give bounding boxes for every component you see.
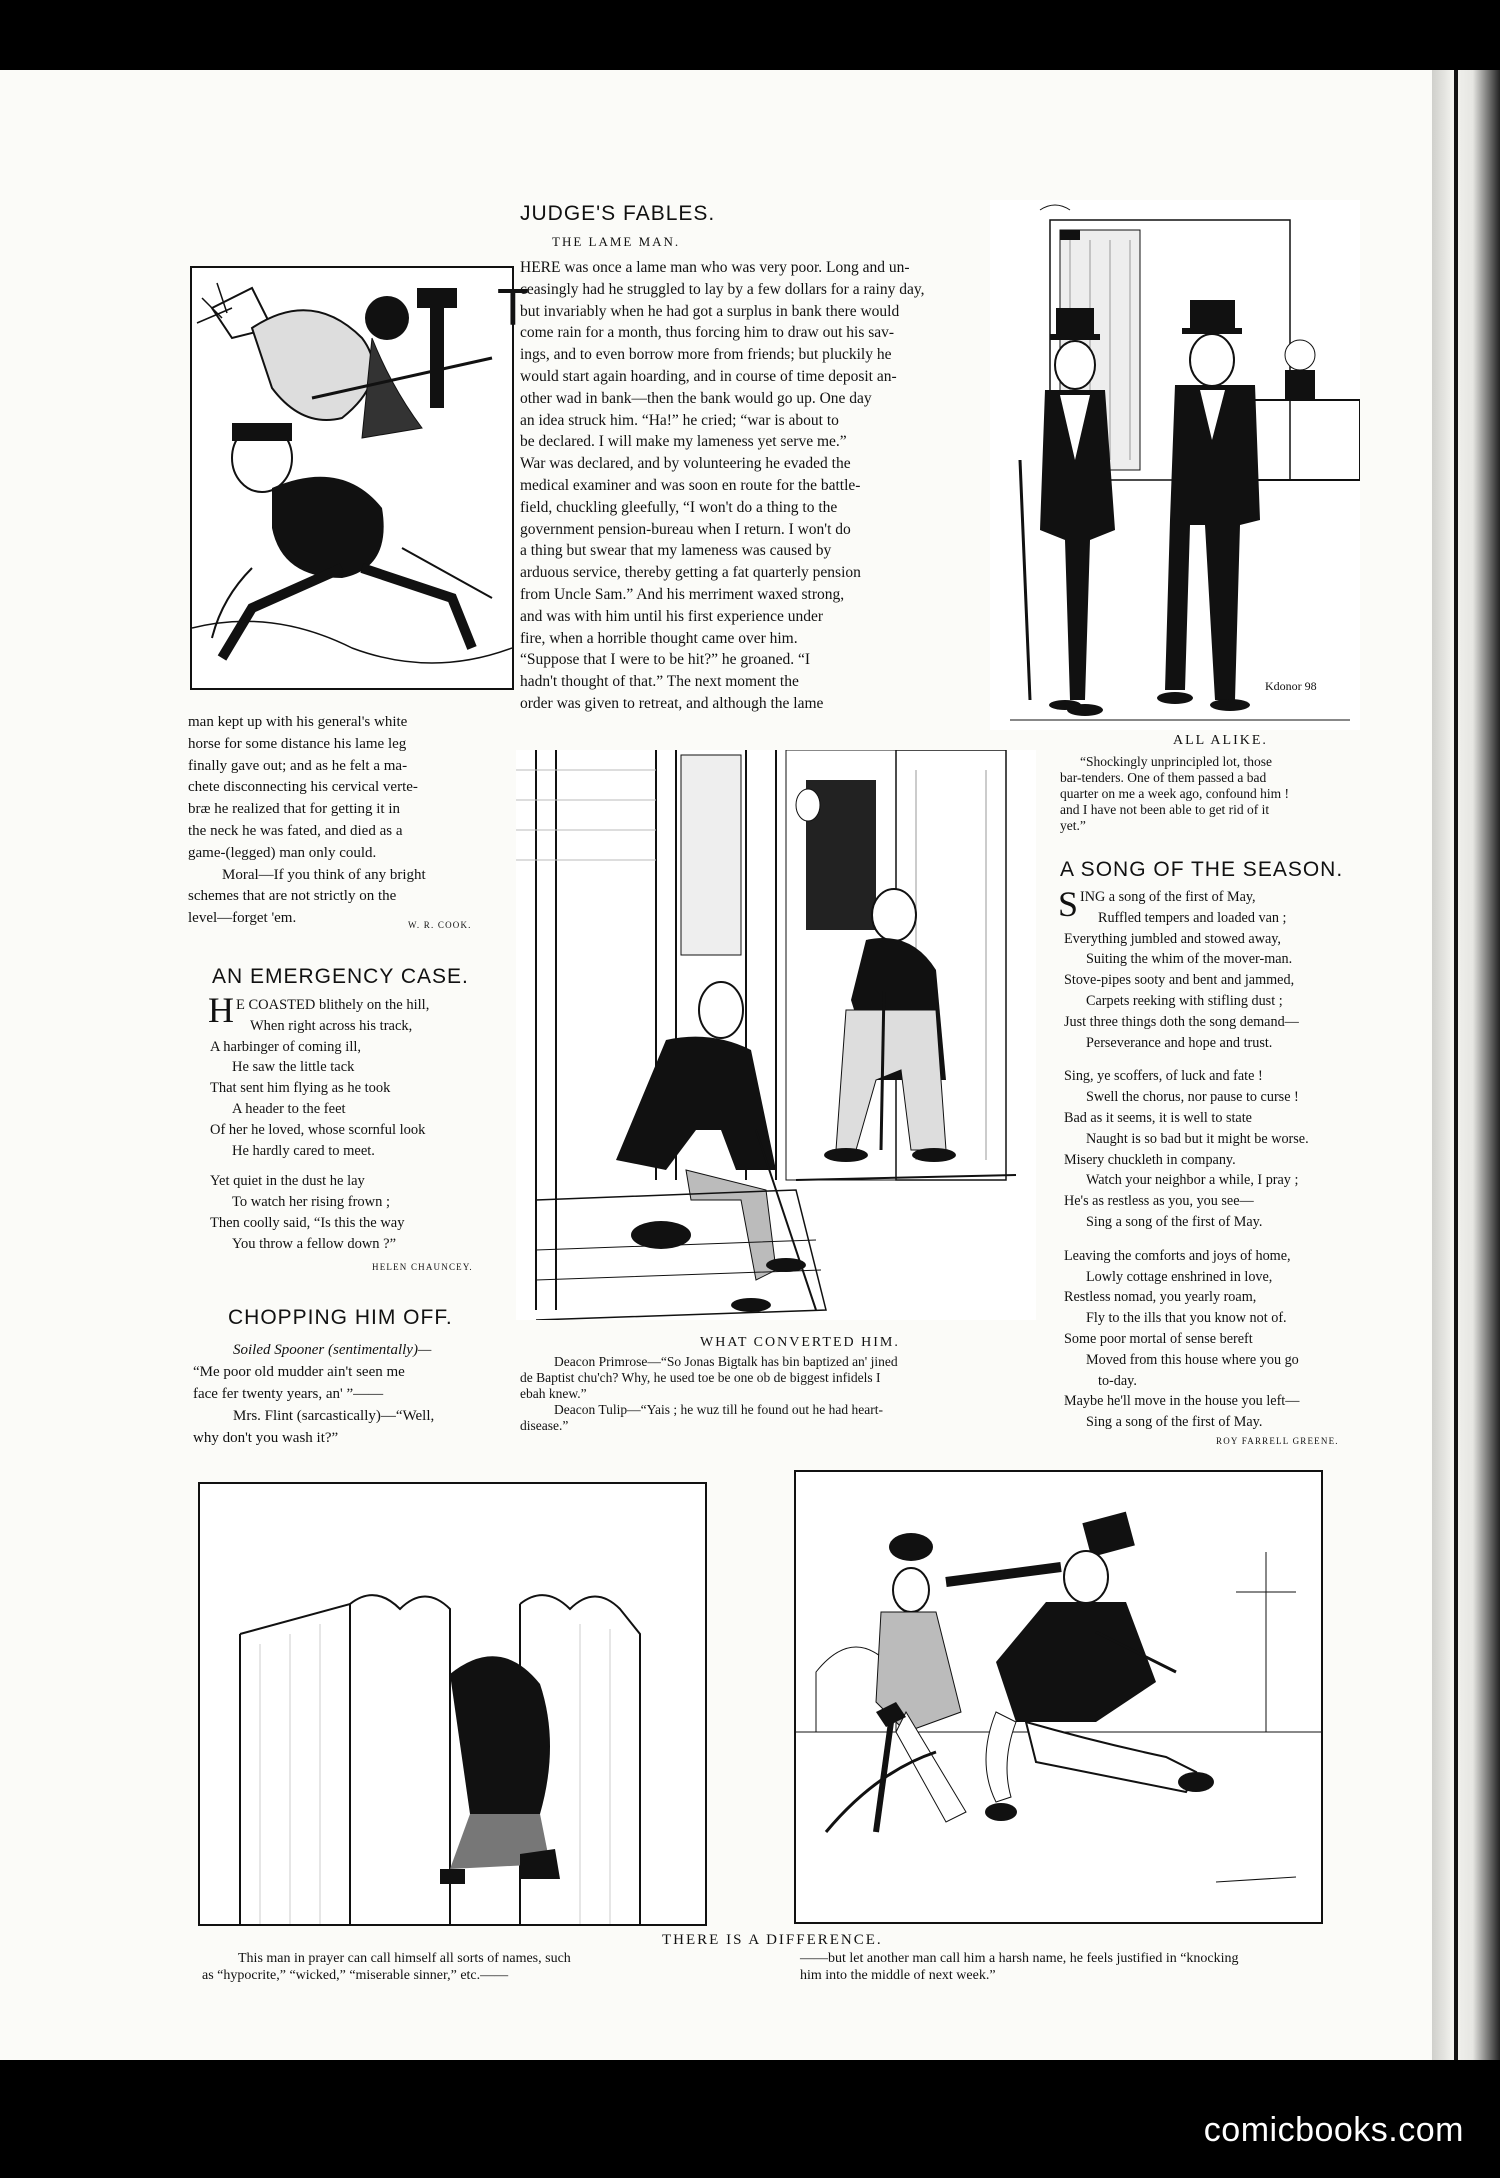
chopping-title: CHOPPING HIM OFF. <box>228 1306 453 1329</box>
fables-cont-line: level—forget 'em. <box>188 910 297 927</box>
fables-line: order was given to retreat, and although the lame <box>520 694 824 712</box>
difference-right-line: him into the middle of next week.” <box>800 1968 996 1983</box>
fables-line: an idea struck him. “Ha!” he cried; “war is about to <box>520 411 839 429</box>
fables-cont-line: bræ he realized that for getting it in <box>188 801 401 818</box>
song-line: Restless nomad, you yearly roam, <box>1064 1289 1257 1306</box>
fables-cont-line: the neck he was fated, and died as a <box>188 822 403 839</box>
fables-line: government pension-bureau when I return. I won't do <box>520 520 851 538</box>
difference-right-text <box>800 1950 1360 1984</box>
emergency-author: HELEN CHAUNCEY. <box>372 1262 473 1272</box>
emergency-line: A harbinger of coming ill, <box>210 1038 362 1055</box>
difference-right-line: ——but let another man call him a harsh name, he feels justified in “knocking <box>800 1951 1239 1966</box>
emergency-line: A header to the feet <box>232 1100 346 1117</box>
song-line: Misery chuckleth in company. <box>1064 1151 1236 1168</box>
fables-line: HERE was once a lame man who was very poor. Long and un- <box>520 259 910 276</box>
chopping-line: “Me poor old mudder ain't seen me <box>193 1364 405 1380</box>
fables-line: field, chuckling gleefully, “I won't do a thing to the <box>520 498 838 516</box>
lame-man-illustration <box>190 266 514 690</box>
converted-caption: WHAT CONVERTED HIM. <box>700 1335 900 1350</box>
fables-cont-line: schemes that are not strictly on the <box>188 888 397 905</box>
fables-cont-line: chete disconnecting his cervical verte- <box>188 779 418 796</box>
song-line: Ruffled tempers and loaded van ; <box>1098 909 1287 926</box>
knocking-illustration <box>794 1470 1323 1924</box>
song-line: Some poor mortal of sense bereft <box>1064 1330 1253 1347</box>
song-line: Moved from this house where you go <box>1086 1351 1299 1368</box>
emergency-line: You throw a fellow down ?” <box>232 1235 397 1252</box>
watermark-text: comicbooks.com <box>1203 2111 1464 2149</box>
emergency-line: That sent him flying as he took <box>210 1080 391 1097</box>
song-poem <box>1064 887 1384 1433</box>
page-spine <box>1432 70 1500 2060</box>
difference-caption: THERE IS A DIFFERENCE. <box>662 1932 883 1948</box>
song-line: Stove-pipes sooty and bent and jammed, <box>1064 972 1295 989</box>
emergency-poem <box>210 995 500 1255</box>
all-alike-line: quarter on me a week ago, confound him ! <box>1060 786 1290 801</box>
song-line: Sing a song of the first of May. <box>1086 1213 1263 1230</box>
fables-line: fire, when a horrible thought came over him. <box>520 629 798 647</box>
all-alike-signature: Kdonor 98 <box>1265 679 1317 693</box>
chopping-line: face fer twenty years, an' ”—— <box>193 1386 384 1402</box>
difference-left-line: This man in prayer can call himself all sorts of names, such <box>238 1951 571 1966</box>
fables-line: from Uncle Sam.” And his merriment waxed strong, <box>520 585 845 603</box>
all-alike-caption: ALL ALIKE. <box>1173 733 1268 748</box>
difference-left-line: as “hypocrite,” “wicked,” “miserable sinner,” etc.—— <box>202 1968 509 1983</box>
song-line: ING a song of the first of May, <box>1080 889 1256 905</box>
fables-author: W. R. COOK. <box>408 920 472 930</box>
fables-line: other wad in bank—then the bank would go up. One day <box>520 389 872 407</box>
chopping-line: Soiled Spooner (sentimentally)— <box>233 1342 432 1358</box>
song-line: Sing a song of the first of May. <box>1086 1414 1263 1431</box>
song-line: Carpets reeking with stifling dust ; <box>1086 992 1283 1009</box>
fables-line: ceasingly had he struggled to lay by a few dollars for a rainy day, <box>520 280 925 298</box>
difference-left-text <box>202 1950 722 1984</box>
fables-cont-line: finally gave out; and as he felt a ma- <box>188 757 408 774</box>
fables-cont-line: horse for some distance his lame leg <box>188 735 407 752</box>
fables-body <box>520 257 1062 715</box>
song-line: to-day. <box>1098 1372 1137 1389</box>
converted-line: disease.” <box>520 1418 569 1433</box>
converted-line: de Baptist chu'ch? Why, he used toe be one ob de biggest infidels I <box>520 1370 881 1385</box>
emergency-line: He saw the little tack <box>232 1059 355 1076</box>
fables-line: be declared. I will make my lameness yet serve me.” <box>520 433 847 451</box>
all-alike-illustration <box>990 200 1360 730</box>
emergency-line: To watch her rising frown ; <box>232 1194 391 1211</box>
all-alike-line: “Shockingly unprincipled lot, those <box>1080 754 1272 769</box>
converted-line: Deacon Primrose—“So Jonas Bigtalk has bin baptized an' jined <box>554 1354 898 1369</box>
emergency-title: AN EMERGENCY CASE. <box>212 965 469 988</box>
emergency-line: E COASTED blithely on the hill, <box>236 997 430 1013</box>
fables-line: ings, and to even borrow more from friends; but pluckily he <box>520 346 892 364</box>
song-line: Just three things doth the song demand— <box>1064 1013 1299 1030</box>
song-line: Perseverance and hope and trust. <box>1086 1034 1273 1051</box>
fables-line: but invariably when he had got a surplus in bank there would <box>520 302 900 320</box>
song-line: He's as restless as you, you see— <box>1064 1193 1254 1210</box>
emergency-line: He hardly cared to meet. <box>232 1142 375 1159</box>
converted-text <box>520 1354 1040 1434</box>
song-line: Bad as it seems, it is well to state <box>1064 1109 1252 1126</box>
song-line: Sing, ye scoffers, of luck and fate ! <box>1064 1068 1263 1085</box>
song-line: Watch your neighbor a while, I pray ; <box>1086 1172 1299 1189</box>
all-alike-text <box>1060 754 1360 834</box>
fables-cont-line: Moral—If you think of any bright <box>222 866 426 883</box>
fables-cont-line: man kept up with his general's white <box>188 714 408 730</box>
fables-line: hadn't thought of that.” The next moment the <box>520 673 799 691</box>
emergency-dropcap: H <box>208 990 234 1030</box>
fables-cont-line: game-(legged) man only could. <box>188 844 377 861</box>
chopping-line: why don't you wash it?” <box>193 1430 339 1446</box>
fables-subtitle: THE LAME MAN. <box>552 234 681 249</box>
fables-continuation <box>188 712 493 930</box>
all-alike-line: yet.” <box>1060 818 1086 833</box>
all-alike-line: bar-tenders. One of them passed a bad <box>1060 770 1267 785</box>
fables-line: “Suppose that I were to be hit?” he groaned. “I <box>520 651 811 669</box>
fables-line: War was declared, and by volunteering he evaded the <box>520 455 851 473</box>
emergency-line: When right across his track, <box>250 1017 413 1034</box>
emergency-line: Yet quiet in the dust he lay <box>210 1173 365 1190</box>
song-line: Fly to the ills that you know not of. <box>1086 1310 1287 1327</box>
emergency-line: Of her he loved, whose scornful look <box>210 1121 426 1138</box>
prayer-illustration <box>198 1482 707 1926</box>
song-author: ROY FARRELL GREENE. <box>1216 1436 1339 1446</box>
converted-line: Deacon Tulip—“Yais ; he wuz till he found out he had heart- <box>554 1402 883 1417</box>
converted-line: ebah knew.” <box>520 1386 587 1401</box>
song-line: Everything jumbled and stowed away, <box>1064 930 1281 947</box>
fables-line: come rain for a month, thus forcing him to draw out his sav- <box>520 324 895 342</box>
song-title: A SONG OF THE SEASON. <box>1060 858 1344 881</box>
fables-dropcap: T <box>497 279 529 337</box>
fables-line: medical examiner and was soon en route for the battle- <box>520 476 861 494</box>
song-line: Swell the chorus, nor pause to curse ! <box>1086 1089 1299 1106</box>
fables-line: would start again hoarding, and in course of time deposit an- <box>520 367 897 385</box>
song-line: Lowly cottage enshrined in love, <box>1086 1268 1273 1285</box>
song-line: Maybe he'll move in the house you left— <box>1064 1393 1300 1410</box>
chopping-body <box>193 1339 498 1449</box>
converted-illustration <box>516 750 1036 1320</box>
fables-title: JUDGE'S FABLES. <box>520 202 716 225</box>
song-line: Leaving the comforts and joys of home, <box>1064 1247 1291 1264</box>
fables-line: arduous service, thereby getting a fat quarterly pension <box>520 564 861 582</box>
song-line: Suiting the whim of the mover-man. <box>1086 951 1293 968</box>
song-dropcap: S <box>1058 884 1079 924</box>
emergency-line: Then coolly said, “Is this the way <box>210 1214 405 1231</box>
song-line: Naught is so bad but it might be worse. <box>1086 1130 1309 1147</box>
fables-line: and was with him until his first experience under <box>520 607 824 625</box>
chopping-line: Mrs. Flint (sarcastically)—“Well, <box>233 1408 435 1424</box>
fables-line: a thing but swear that my lameness was caused by <box>520 542 832 560</box>
all-alike-line: and I have not been able to get rid of it <box>1060 802 1270 817</box>
